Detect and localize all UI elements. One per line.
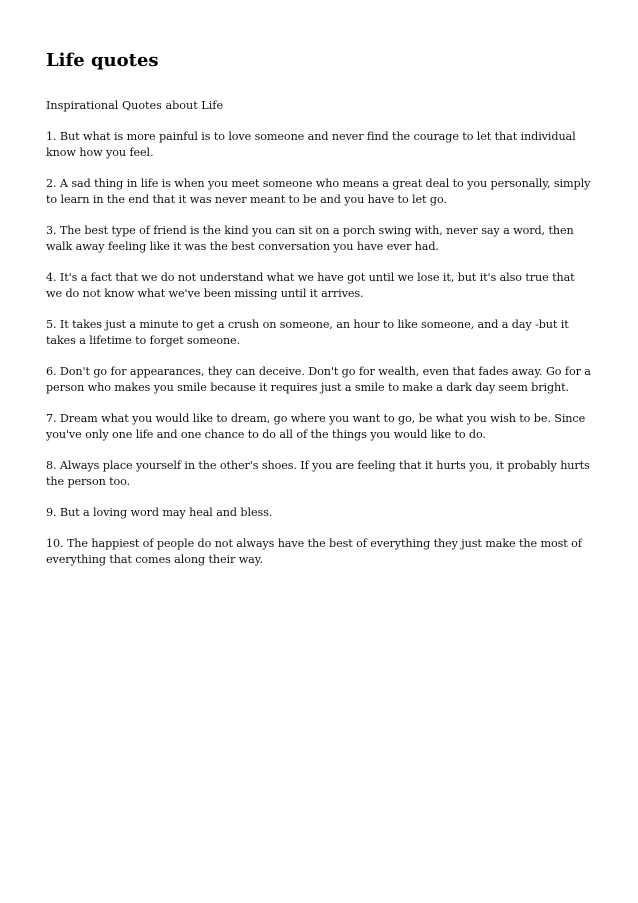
quote-list <box>46 129 594 568</box>
quote-item: 2. A sad thing in life is when you meet someone who means a great deal to you personally, simply to learn in the end that it was never meant to be and you have to let go. <box>46 177 591 206</box>
quote-item: 7. Dream what you would like to dream, go where you want to go, be what you wish to be. Since you've only one life and one chance to do all of the things you would like to do. <box>46 412 586 441</box>
quote-item: 5. It takes just a minute to get a crush on someone, an hour to like someone, and a day -but it takes a lifetime to forget someone. <box>46 318 569 347</box>
quote-item: 4. It's a fact that we do not understand what we have got until we lose it, but it's also true that we do not know what we've been missing until it arrives. <box>46 271 575 300</box>
quote-item: 6. Don't go for appearances, they can deceive. Don't go for wealth, even that fades away. Go for a person who makes you smile because it requires just a smile to make a dark day seem bright. <box>46 365 591 394</box>
quote-item: 1. But what is more painful is to love someone and never find the courage to let that individual know how you feel. <box>46 130 576 159</box>
document-title: Life quotes <box>46 50 159 71</box>
document-page <box>46 48 594 568</box>
quote-item: 9. But a loving word may heal and bless. <box>46 506 273 519</box>
quote-item: 10. The happiest of people do not always have the best of everything they just make the most of everything that comes along their way. <box>46 537 582 566</box>
quote-item: 3. The best type of friend is the kind you can sit on a porch swing with, never say a word, then walk away feeling like it was the best conversation you have ever had. <box>46 224 574 253</box>
document-subtitle: Inspirational Quotes about Life <box>46 99 224 112</box>
quote-item: 8. Always place yourself in the other's shoes. If you are feeling that it hurts you, it probably hurts the person too. <box>46 459 590 488</box>
